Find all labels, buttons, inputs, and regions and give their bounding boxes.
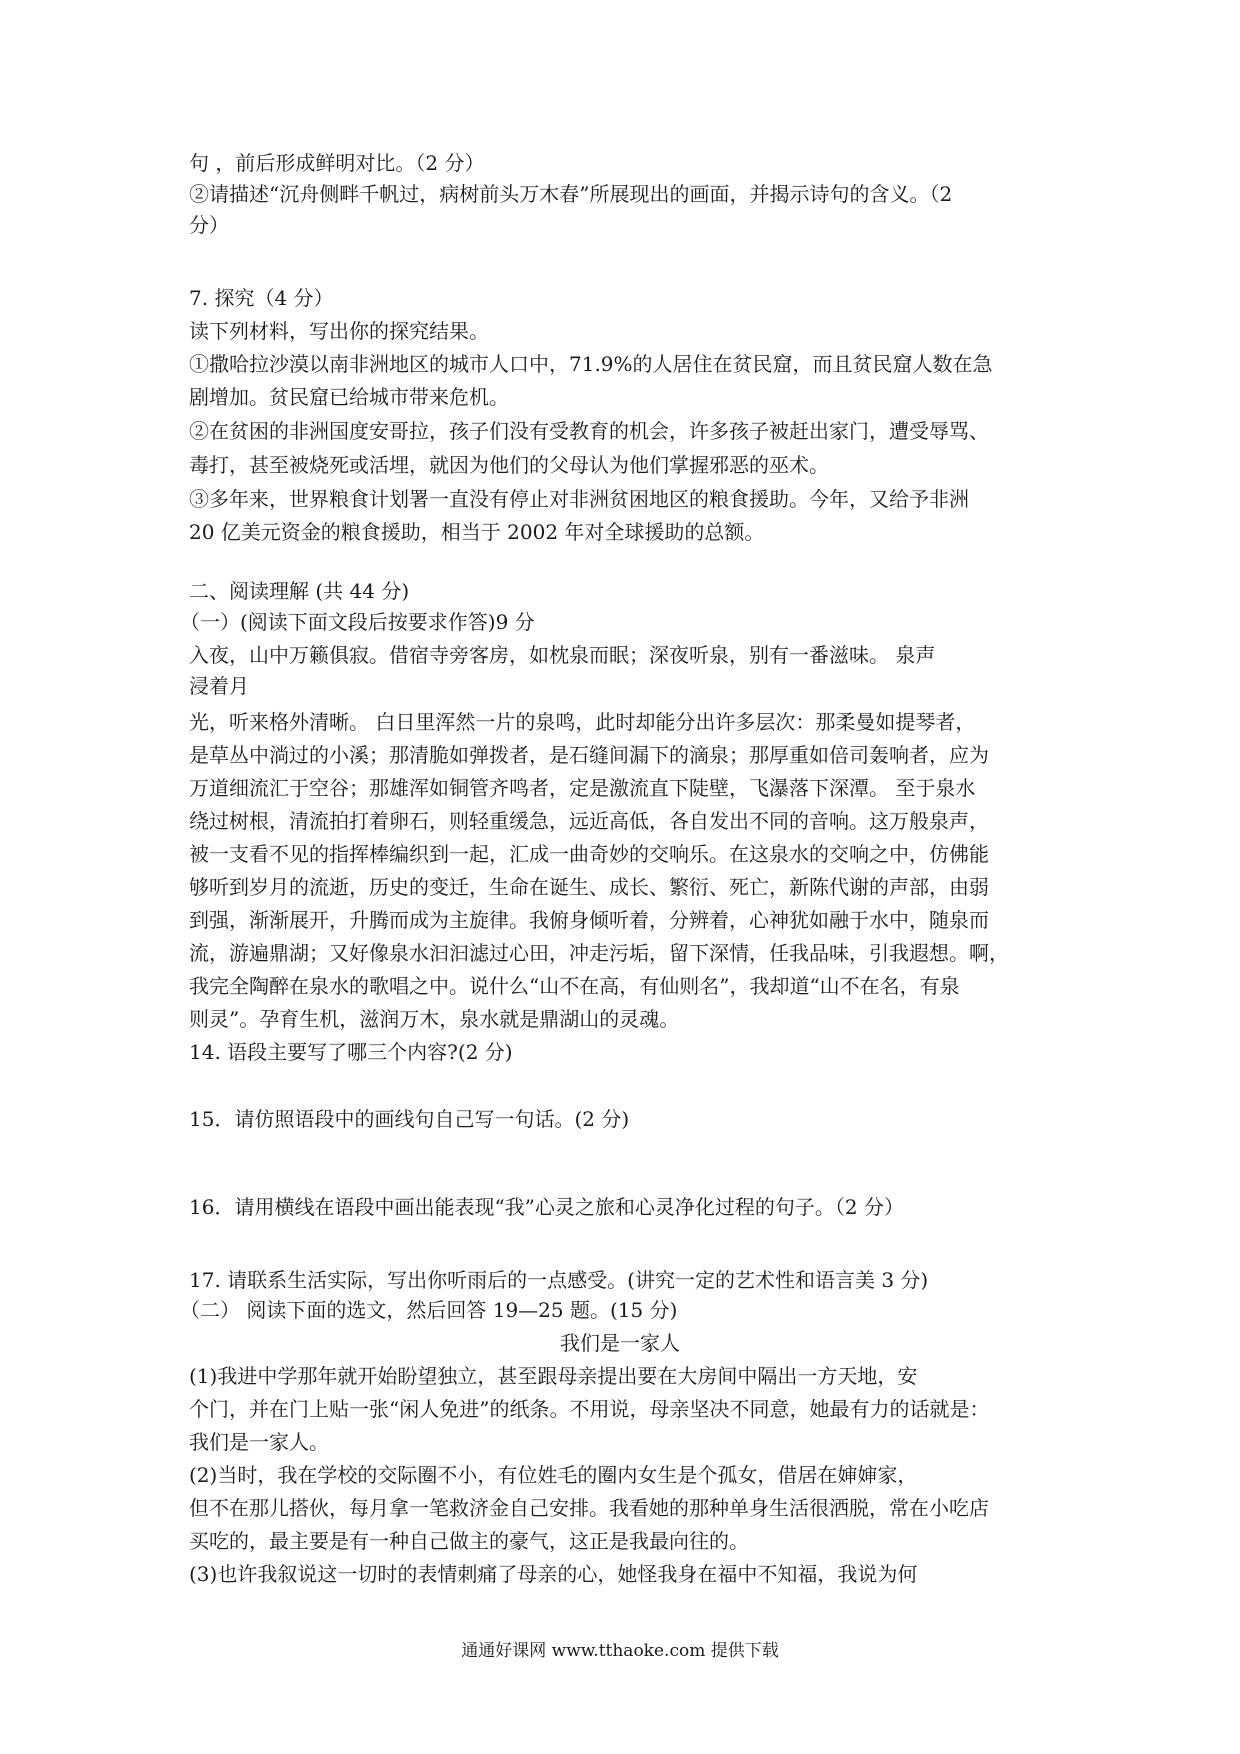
question-17: 17. 请联系生活实际，写出你听雨后的一点感受。(讲究一定的艺术性和语言美 3 分)	[189, 1268, 929, 1292]
text-line: (1)我进中学那年就开始盼望独立，甚至跟母亲提出要在大房间中隔出一方天地，安	[189, 1364, 918, 1388]
text-line: 流，游遍鼎湖；又好像泉水汩汩滤过心田，冲走污垢，留下深情，任我品味，引我遐想。啊，	[189, 941, 1009, 965]
text-line: (3)也许我叙说这一切时的表情刺痛了母亲的心，她怪我身在福中不知福，我说为何	[189, 1562, 918, 1586]
section-heading: 二、阅读理解 (共 44 分)	[189, 579, 410, 603]
text-line: 我完全陶醉在泉水的歌唱之中。说什么“山不在高，有仙则名”，我却道“山不在名，有泉	[189, 974, 960, 998]
text-line: 20 亿美元资金的粮食援助，相当于 2002 年对全球援助的总额。	[189, 520, 765, 544]
question-heading: 7. 探究（4 分）	[189, 286, 334, 310]
text-line: 我们是一家人。	[189, 1430, 329, 1454]
text-line: 光，听来格外清晰。 白日里浑然一片的泉鸣，此时却能分出许多层次：那柔曼如提琴者，	[189, 710, 976, 734]
text-line: ③多年来，世界粮食计划署一直没有停止对非洲贫困地区的粮食援助。今年，又给予非洲	[189, 487, 969, 511]
text-line: 万道细流汇于空谷；那雄浑如铜管齐鸣者，定是激流直下陡壁，飞瀑落下深潭。 至于泉水	[189, 776, 976, 800]
text-line: 但不在那儿搭伙，每月拿一笔救济金自己安排。我看她的那种单身生活很洒脱，常在小吃店	[189, 1496, 989, 1520]
text-line: ②在贫困的非洲国度安哥拉，孩子们没有受教育的机会，许多孩子被赶出家门，遭受辱骂、	[189, 419, 989, 443]
question-15: 15．请仿照语段中的画线句自己写一句话。(2 分)	[189, 1107, 630, 1131]
text-line: 到强，渐渐展开，升腾而成为主旋律。我俯身倾听着，分辨着，心神犹如融于水中，随泉而	[189, 908, 989, 932]
text-line: 入夜，山中万籁俱寂。借宿寺旁客房，如枕泉而眠；深夜听泉，别有一番滋味。 泉声	[189, 643, 936, 667]
text-line: 剧增加。贫民窟已给城市带来危机。	[189, 385, 509, 409]
subsection-heading: （一）(阅读下面文段后按要求作答)9 分	[180, 610, 535, 634]
text-line: 毒打，甚至被烧死或活埋，就因为他们的父母认为他们掌握邪恶的巫术。	[189, 453, 829, 477]
text-line: 句 ，前后形成鲜明对比。（2 分）	[189, 151, 485, 175]
text-line: 则灵”。孕育生机，滋润万木，泉水就是鼎湖山的灵魂。	[189, 1007, 680, 1031]
text-line: 浸着月	[189, 674, 249, 698]
text-line: ②请描述“沉舟侧畔千帆过，病树前头万木春”所展现出的画面，并揭示诗句的含义。（2	[189, 182, 953, 206]
text-line: 买吃的，最主要是有一种自己做主的豪气，这正是我最向往的。	[189, 1529, 749, 1553]
text-line: ①撒哈拉沙漠以南非洲地区的城市人口中，71.9%的人居住在贫民窟，而且贫民窟人数在急	[189, 352, 993, 376]
text-line: 个门，并在门上贴一张“闲人免进”的纸条。不用说，母亲坚决不同意，她最有力的话就是：	[189, 1397, 990, 1421]
question-16: 16．请用横线在语段中画出能表现“我”心灵之旅和心灵净化过程的句子。（2 分）	[189, 1195, 904, 1219]
question-14: 14. 语段主要写了哪三个内容?(2 分)	[189, 1040, 513, 1064]
text-line: 绕过树根，清流拍打着卵石，则轻重缓急，远近高低，各自发出不同的音响。这万般泉声，	[189, 809, 989, 833]
text-line: 被一支看不见的指挥棒编织到一起，汇成一曲奇妙的交响乐。在这泉水的交响之中，仿佛能	[189, 842, 989, 866]
page-footer: 通通好课网 www.tthaoke.com 提供下载	[461, 1641, 779, 1661]
subsection-heading: （二） 阅读下面的选文，然后回答 19—25 题。(15 分)	[180, 1298, 678, 1322]
text-line: 是草丛中淌过的小溪；那清脆如弹拨者，是石缝间漏下的滴泉；那厚重如倍司轰响者，应为	[189, 743, 989, 767]
text-line: 读下列材料，写出你的探究结果。	[189, 319, 489, 343]
text-line: (2)当时，我在学校的交际圈不小，有位姓毛的圈内女生是个孤女，借居在婶婶家，	[189, 1463, 918, 1487]
text-line: 分）	[189, 213, 229, 237]
text-line: 够听到岁月的流逝，历史的变迁，生命在诞生、成长、繁衍、死亡，新陈代谢的声部，由弱	[189, 875, 989, 899]
story-title: 我们是一家人	[560, 1331, 680, 1355]
